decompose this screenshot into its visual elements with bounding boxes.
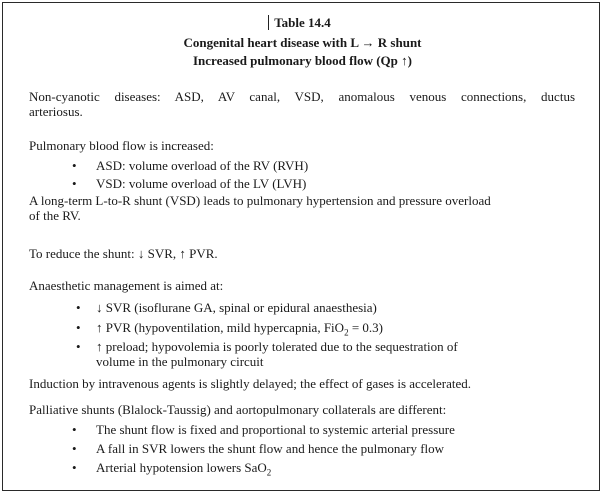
bullet-dot: • <box>76 320 81 335</box>
bullet-dot: • <box>72 422 77 437</box>
induction-text: Induction by intravenous agents is slightly delayed; the effect of gases is accelerated. <box>29 376 471 391</box>
sao2-subscript: 2 <box>266 467 272 478</box>
bullet-dot: • <box>72 460 77 475</box>
anaesthetic-bullet-preload-cont: volume in the pulmonary circuit <box>96 354 264 369</box>
bullet-dot: • <box>76 339 81 354</box>
bullet-dot: • <box>72 176 77 191</box>
fio2-subscript: 2 <box>344 327 349 338</box>
anaesthetic-heading: Anaesthetic management is aimed at: <box>29 278 224 293</box>
palliative-bullet-svr: A fall in SVR lowers the shunt flow and hence the pulmonary flow <box>96 441 445 456</box>
table-subtitle: Increased pulmonary blood flow (Qp ↑) <box>193 53 412 68</box>
anaesthetic-bullet-pvr: ↑ PVR (hypoventilation, mild hypercapnia, FiO$_2$ = 0.3) <box>96 320 383 338</box>
bullet-dot: • <box>72 441 77 456</box>
palliative-bullet-fixed: The shunt flow is fixed and proportional to systemic arterial pressure <box>96 422 455 437</box>
palliative-bullet-hypotension: Arterial hypotension lowers SaO$_2$ <box>96 460 272 478</box>
noncyanotic-line-2: arteriosus. <box>29 104 83 119</box>
flow-bullet-vsd: VSD: volume overload of the LV (LVH) <box>96 176 307 191</box>
flow-heading: Pulmonary blood flow is increased: <box>29 138 214 153</box>
bullet-dot: • <box>72 158 77 173</box>
anaesthetic-bullet-preload: ↑ preload; hypovolemia is poorly tolerated due to the sequestration of <box>96 339 458 354</box>
flow-note-line-2: of the RV. <box>29 208 81 223</box>
reduce-shunt-text: To reduce the shunt: ↓ SVR, ↑ PVR. <box>29 246 218 261</box>
table-title: Congenital heart disease with L → R shunt <box>183 35 422 50</box>
flow-note-line-1: A long-term L-to-R shunt (VSD) leads to pulmonary hypertension and pressure overload <box>29 193 491 208</box>
noncyanotic-line-1: Non-cyanotic diseases: ASD, AV canal, VSD, anomalous venous connections, ductus <box>29 89 575 104</box>
palliative-heading: Palliative shunts (Blalock-Taussig) and aortopulmonary collaterals are different: <box>29 402 447 417</box>
table-number: Table 14.4 <box>274 15 331 30</box>
bullet-dot: • <box>76 300 81 315</box>
anaesthetic-bullet-svr: ↓ SVR (isoflurane GA, spinal or epidural anaesthesia) <box>96 300 377 315</box>
flow-bullet-asd: ASD: volume overload of the RV (RVH) <box>96 158 309 173</box>
